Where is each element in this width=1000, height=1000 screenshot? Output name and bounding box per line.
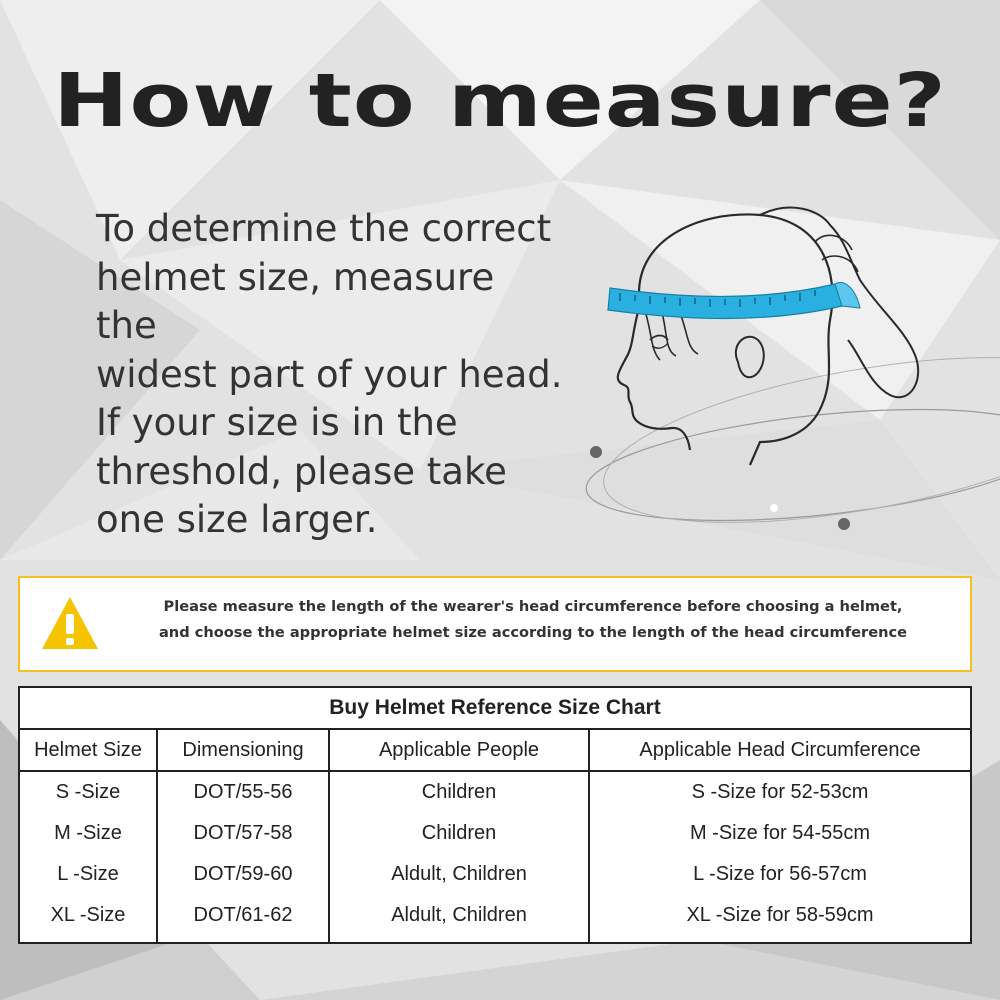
size-table [20,730,970,942]
table-row [20,895,970,936]
table-row [20,771,970,813]
measurement-notice [18,576,972,672]
column-header: Applicable Head Circumference [589,730,970,771]
column-header: Helmet Size [20,730,157,771]
table-row [20,854,970,895]
intro-text [96,205,566,545]
intro-line: To determine the correct [96,207,552,250]
size-chart [18,686,972,944]
table-cell: L -Size for 56-57cm [693,863,867,885]
table-cell: Aldult, Children [329,895,589,936]
column-header: Applicable People [329,730,589,771]
notice-text [106,594,960,646]
table-cell: S -Size [20,771,157,813]
size-chart-title: Buy Helmet Reference Size Chart [20,688,970,730]
intro-line: widest part of your head. [96,352,563,396]
table-cell: DOT/55-56 [157,771,329,813]
head-measurement-illustration [560,180,1000,540]
table-cell: S -Size for 52-53cm [691,781,869,803]
table-cell: Children [329,813,589,854]
table-cell: Aldult, Children [329,854,589,895]
table-row-cropped [20,936,970,942]
table-cell: M -Size [20,813,157,854]
intro-line: If your size is in the [96,401,458,444]
warning-icon [40,594,100,652]
table-header-row [20,730,970,771]
table-cell: M -Size for 54-55cm [689,822,871,844]
table-cell: L -Size [20,854,157,895]
intro-line: threshold, please take [96,449,507,493]
page-title: How to measure? [53,58,947,145]
table-cell: XL -Size [20,895,157,936]
intro-line: helmet size, measure the [96,255,495,347]
table-cell: DOT/61-62 [157,895,329,936]
notice-line: and choose the appropriate helmet size according to the length of the head circumference [158,624,908,641]
table-cell: DOT/59-60 [157,854,329,895]
table-cell: Children [329,771,589,813]
notice-line: Please measure the length of the wearer's head circumference before choosing a helmet, [163,598,903,615]
table-row [20,813,970,854]
intro-line: one size larger. [96,498,378,541]
column-header: Dimensioning [157,730,329,771]
table-cell: XL -Size for 58-59cm [686,904,874,926]
table-cell: DOT/57-58 [157,813,329,854]
